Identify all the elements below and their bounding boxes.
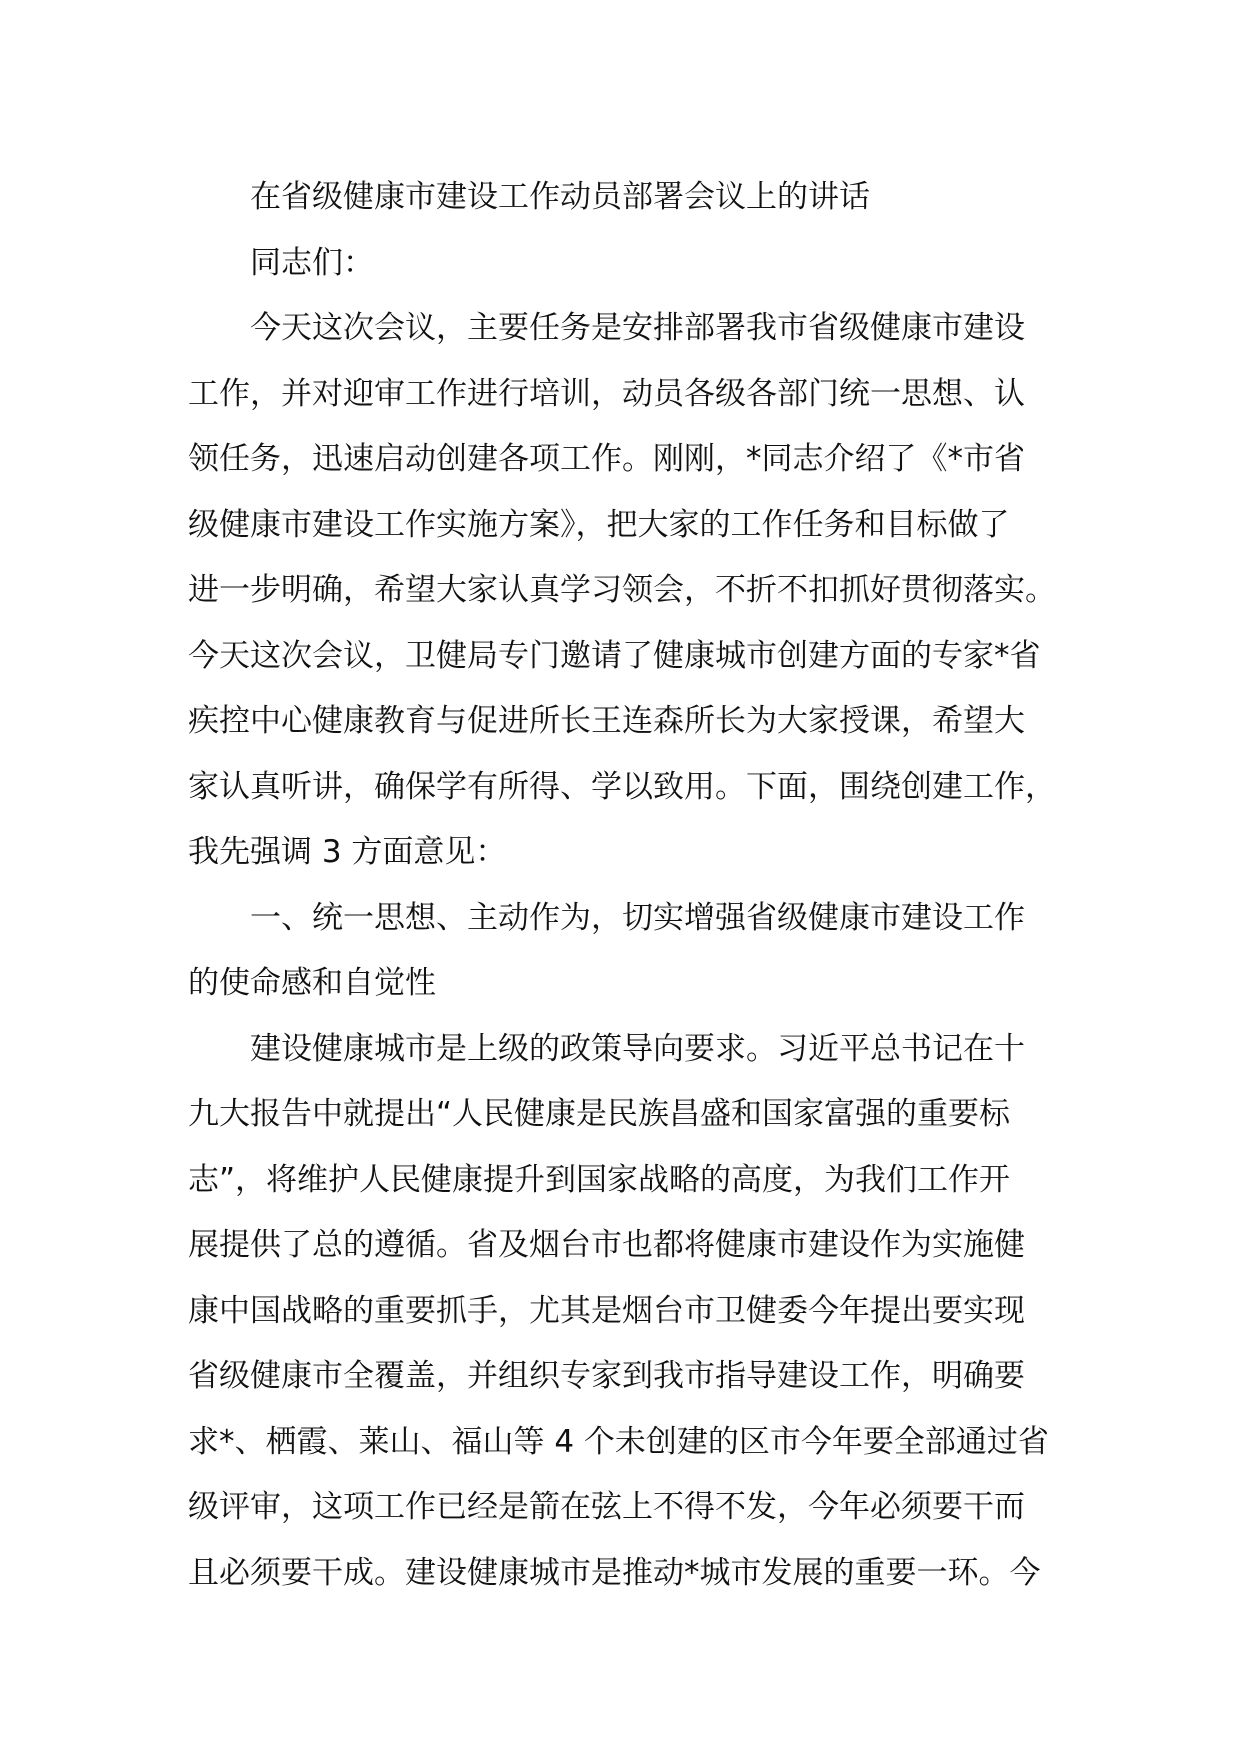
text-line: 省级健康市全覆盖，并组织专家到我市指导建设工作，明确要 [188, 1358, 1025, 1394]
text-line: 且必须要干成。建设健康城市是推动*城市发展的重要一环。今 [188, 1554, 1041, 1591]
text-line: 领任务，迅速启动创建各项工作。刚刚，*同志介绍了《*市省 [188, 441, 1025, 477]
text-line: 疾控中心健康教育与促进所长王连森所长为大家授课，希望大 [188, 703, 1025, 739]
text-line: 今天这次会议，主要任务是安排部署我市省级健康市建设 [250, 310, 1025, 346]
text-line: 我先强调 3 方面意见： [188, 834, 507, 870]
text-line: 进一步明确，希望大家认真学习领会，不折不扣抓好贯彻落实。 [188, 572, 1056, 608]
speech-title: 在省级健康市建设工作动员部署会议上的讲话 [250, 179, 870, 215]
text-line: 一、统一思想、主动作为，切实增强省级健康市建设工作 [250, 899, 1025, 936]
text-line: 级健康市建设工作实施方案》，把大家的工作任务和目标做了 [188, 506, 1010, 543]
salutation: 同志们： [250, 244, 374, 281]
text-line: 求*、栖霞、莱山、福山等 4 个未创建的区市今年要全部通过省 [188, 1423, 1049, 1460]
text-line: 九大报告中就提出“人民健康是民族昌盛和国家富强的重要标 [188, 1096, 1011, 1132]
text-line: 康中国战略的重要抓手，尤其是烟台市卫健委今年提出要实现 [188, 1292, 1025, 1329]
text-line: 今天这次会议，卫健局专门邀请了健康城市创建方面的专家*省 [188, 637, 1041, 674]
text-line: 家认真听讲，确保学有所得、学以致用。下面，围绕创建工作， [188, 768, 1056, 805]
text-line: 工作，并对迎审工作进行培训，动员各级各部门统一思想、认 [188, 375, 1025, 412]
speech-body [188, 165, 1068, 1606]
text-line: 建设健康城市是上级的政策导向要求。习近平总书记在十 [250, 1030, 1025, 1067]
text-line: 展提供了总的遵循。省及烟台市也都将健康市建设作为实施健 [188, 1227, 1025, 1263]
text-line: 的使命感和自觉性 [188, 965, 436, 1001]
text-line: 志”，将维护人民健康提升到国家战略的高度，为我们工作开 [188, 1161, 1011, 1198]
text-line: 级评审，这项工作已经是箭在弦上不得不发，今年必须要干而 [188, 1489, 1025, 1525]
